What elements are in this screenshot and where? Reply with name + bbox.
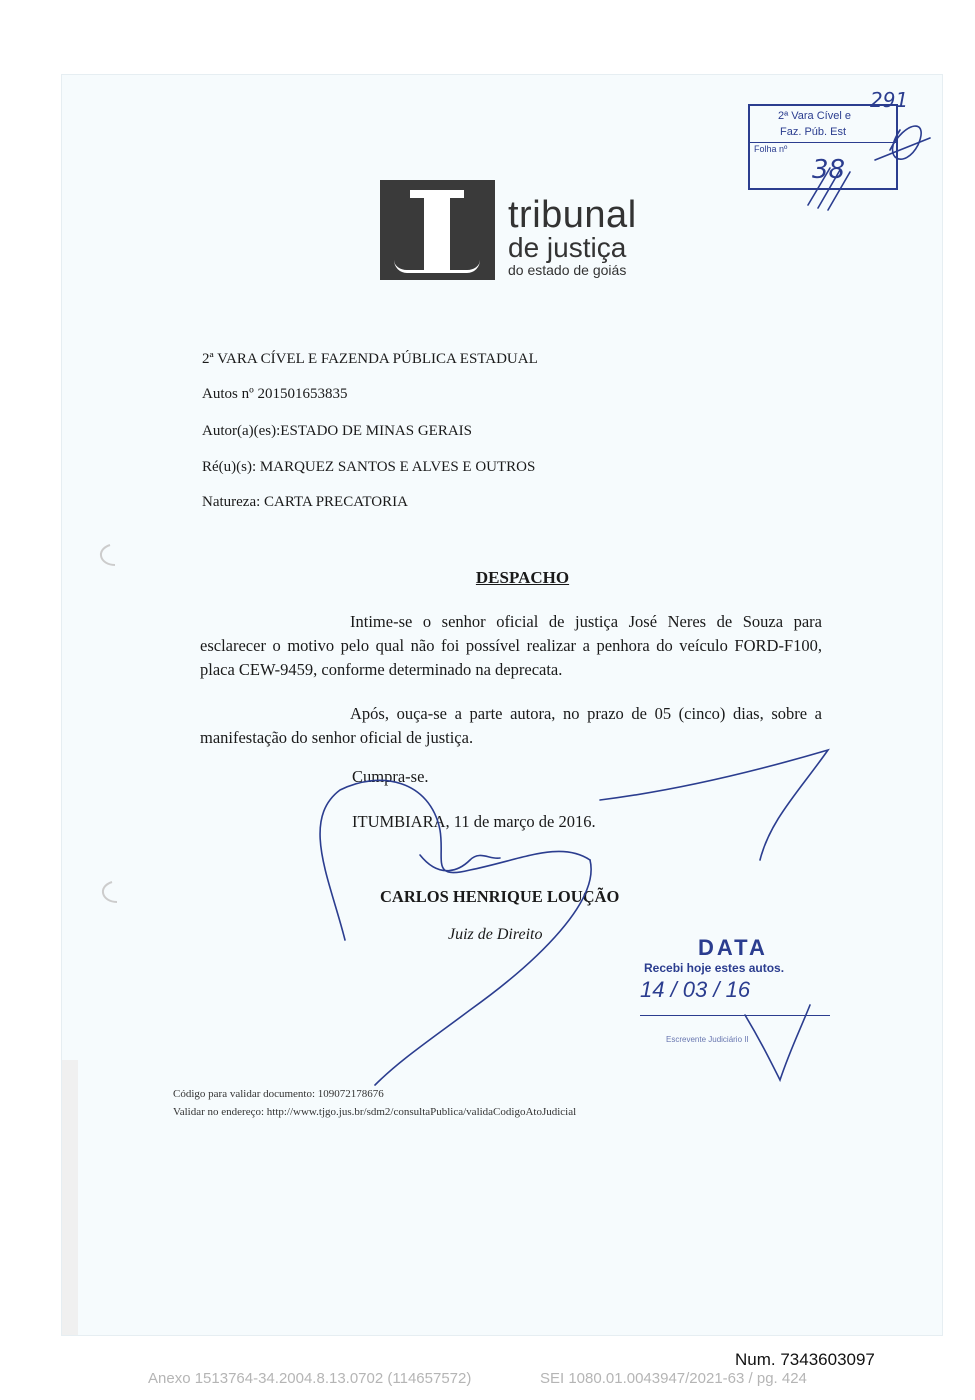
court-logo-text bbox=[508, 196, 637, 278]
header-autor: Autor(a)(es):ESTADO DE MINAS GERAIS bbox=[202, 423, 473, 439]
body-place-date: ITUMBIARA, 11 de março de 2016. bbox=[352, 812, 596, 831]
date-stamp-text: Recebi hoje estes autos. bbox=[644, 961, 785, 975]
validation-url: Validar no endereço: http://www.tjgo.jus.br/sdm2/consultaPublica/validaCodigoAtoJudicial bbox=[173, 1106, 577, 1118]
body-paragraph-2: Após, ouça-se a parte autora, no prazo de 05 (cinco) dias, sobre a manifestação do senhor oficial de justiça. bbox=[200, 704, 822, 747]
logo-tribunal: tribunal bbox=[508, 194, 637, 236]
logo-estado: do estado de goiás bbox=[508, 262, 627, 278]
annex-reference: Anexo 1513764-34.2004.8.13.0702 (114657572) bbox=[148, 1370, 472, 1387]
stamp-line-folha: Folha nº bbox=[754, 144, 788, 154]
date-stamp-lower: Escrevente Judiciário II bbox=[666, 1035, 749, 1044]
handwritten-page-number: 291 bbox=[870, 88, 909, 112]
date-stamp-rule bbox=[640, 1015, 830, 1016]
document-title: DESPACHO bbox=[475, 568, 570, 587]
sheet-edge bbox=[62, 1060, 78, 1335]
document-number: Num. 7343603097 bbox=[735, 1350, 875, 1369]
header-vara: 2ª VARA CÍVEL E FAZENDA PÚBLICA ESTADUAL bbox=[202, 351, 538, 367]
logo-de-justica: de justiça bbox=[508, 232, 627, 263]
validation-code: Código para validar documento: 109072178676 bbox=[173, 1088, 384, 1100]
body-cumpra: Cumpra-se. bbox=[352, 767, 429, 786]
header-autos: Autos nº 201501653835 bbox=[202, 386, 348, 402]
date-stamp-date: 14 / 03 / 16 bbox=[640, 977, 751, 1002]
judge-name: CARLOS HENRIQUE LOUÇÃO bbox=[380, 887, 620, 906]
header-natureza: Natureza: CARTA PRECATORIA bbox=[202, 494, 408, 510]
header-reu: Ré(u)(s): MARQUEZ SANTOS E ALVES E OUTROS bbox=[202, 459, 536, 475]
stamp-line-vara: 2ª Vara Cível e bbox=[778, 110, 851, 122]
body-paragraph-1: Intime-se o senhor oficial de justiça José Neres de Souza para esclarecer o motivo pelo qual não foi possível realizar a penhora do veículo FORD-F100, placa CEW-9459, conforme determinado na deprecata. bbox=[200, 612, 822, 679]
judge-role: Juiz de Direito bbox=[448, 926, 543, 943]
court-logo-icon bbox=[380, 180, 495, 280]
sei-reference: SEI 1080.01.0043947/2021-63 / pg. 424 bbox=[540, 1370, 807, 1387]
date-stamp-title: DATA bbox=[698, 935, 768, 960]
receipt-date-stamp bbox=[640, 935, 830, 1055]
stamp-line-fazenda: Faz. Púb. Est bbox=[780, 126, 847, 138]
handwritten-sheet-number: 38 bbox=[812, 155, 846, 185]
stamp-rule bbox=[750, 142, 896, 143]
